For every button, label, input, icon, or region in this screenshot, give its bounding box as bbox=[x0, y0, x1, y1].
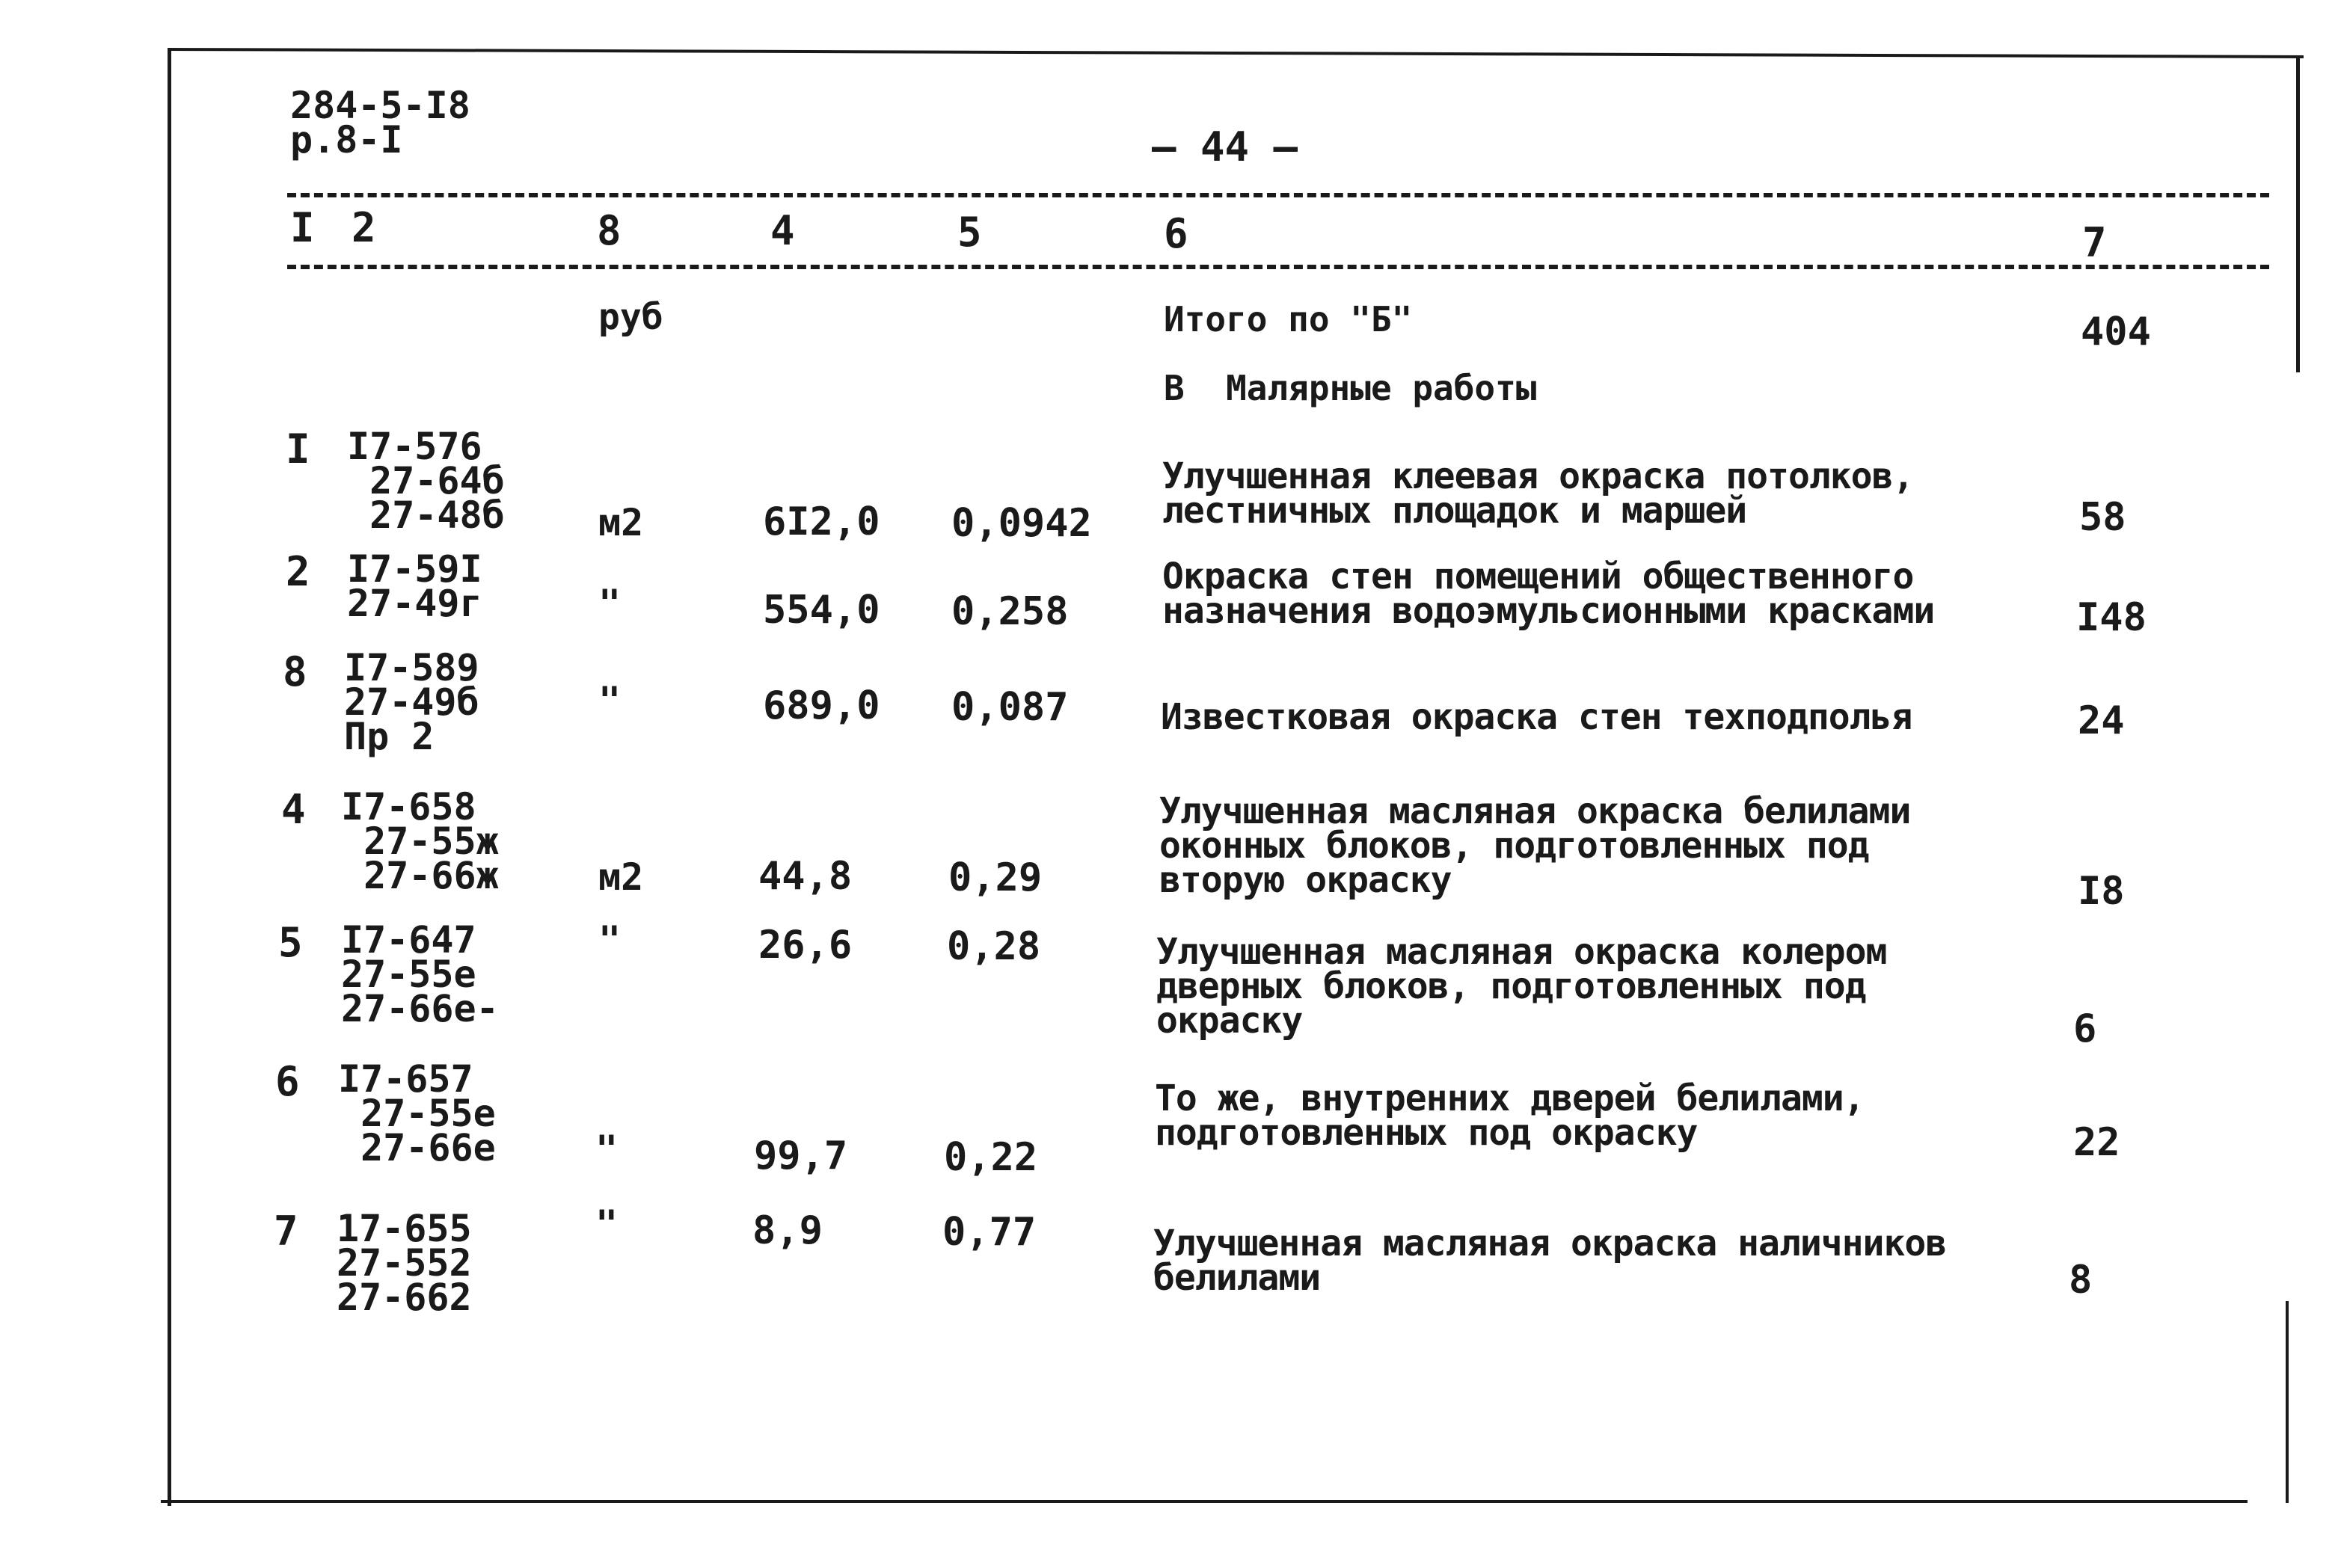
row-4-number: 4 bbox=[281, 786, 306, 833]
row-5-total: 6 bbox=[2073, 1006, 2097, 1051]
row-5-description: Улучшенная масляная окраска колером дверных блоков, подготовленных под окраску bbox=[1156, 931, 1887, 1042]
row-6-description: То же, внутренних дверей белилами, подготовленных под окраску bbox=[1155, 1077, 1865, 1154]
row-6-quantity: 99,7 bbox=[754, 1134, 848, 1178]
row-5-quantity: 26,6 bbox=[758, 923, 853, 968]
row-4-quantity: 44,8 bbox=[758, 854, 853, 899]
row-4-unit: м2 bbox=[598, 855, 644, 899]
col-header-5: 5 bbox=[957, 209, 982, 256]
row-3-total: 24 bbox=[2078, 698, 2125, 743]
row-7-unit: " bbox=[595, 1202, 619, 1246]
row-7-quantity: 8,9 bbox=[752, 1208, 823, 1253]
row-2-unit: " bbox=[598, 582, 622, 625]
row-4-total: I8 bbox=[2078, 869, 2125, 914]
row-1-unit: м2 bbox=[598, 501, 644, 544]
row-4-codes: I7-658 27-55ж 27-66ж bbox=[341, 785, 499, 897]
row-2-norm: 0,258 bbox=[951, 589, 1069, 634]
row-1-total: 58 bbox=[2079, 495, 2126, 540]
row-5-norm: 0,28 bbox=[947, 924, 1041, 969]
row-7-total: 8 bbox=[2069, 1258, 2093, 1303]
row-7-codes: 17-655 27-552 27-662 bbox=[337, 1207, 472, 1319]
row-7-norm: 0,77 bbox=[942, 1210, 1037, 1255]
row-2-description: Окраска стен помещений общественного назначения водоэмульсионными красками bbox=[1162, 556, 1935, 632]
row-3-description: Известковая окраска стен техподполья bbox=[1161, 696, 1912, 738]
row-3-number: 8 bbox=[283, 648, 307, 695]
subtotal-label: Итого по "Б" bbox=[1164, 299, 1413, 339]
col-header-2: 2 bbox=[352, 204, 376, 251]
row-6-unit: " bbox=[595, 1128, 619, 1171]
row-3-norm: 0,087 bbox=[951, 685, 1069, 730]
page-number: — 44 — bbox=[1152, 123, 1298, 170]
row-1-codes: I7-576 27-64б 27-48б bbox=[347, 425, 505, 537]
row-6-codes: I7-657 27-55е 27-66е bbox=[338, 1057, 496, 1169]
row-5-number: 5 bbox=[278, 919, 303, 966]
row-3-unit: " bbox=[598, 679, 622, 722]
section-title: В Малярные работы bbox=[1164, 368, 1537, 408]
unit-header: руб bbox=[598, 296, 663, 338]
row-6-total: 22 bbox=[2073, 1120, 2120, 1165]
row-2-quantity: 554,0 bbox=[763, 588, 880, 633]
row-2-codes: I7-59I 27-49г bbox=[347, 547, 482, 625]
col-header-4: 4 bbox=[770, 207, 795, 254]
frame-left-border bbox=[168, 48, 171, 1506]
row-2-total: I48 bbox=[2076, 595, 2147, 640]
row-6-norm: 0,22 bbox=[944, 1135, 1038, 1180]
col-header-6: 6 bbox=[1164, 210, 1188, 257]
frame-top-border bbox=[168, 48, 2304, 58]
col-header-3: 8 bbox=[597, 207, 622, 254]
document-code: 284-5-I8 р.8-I bbox=[290, 84, 470, 162]
row-4-description: Улучшенная масляная окраска белилами оконных блоков, подготовленных под вторую окраску bbox=[1159, 790, 1911, 901]
row-1-number: I bbox=[286, 425, 310, 473]
row-4-norm: 0,29 bbox=[948, 855, 1043, 900]
subtotal-value: 404 bbox=[2081, 310, 2151, 354]
row-1-norm: 0,0942 bbox=[951, 501, 1092, 546]
row-5-codes: I7-647 27-55е 27-66е- bbox=[341, 918, 499, 1030]
frame-right-border bbox=[2296, 58, 2300, 372]
header-rule-bottom bbox=[287, 265, 2269, 269]
col-header-1: I bbox=[290, 204, 315, 251]
row-6-number: 6 bbox=[275, 1058, 300, 1105]
row-2-number: 2 bbox=[286, 548, 310, 595]
row-7-number: 7 bbox=[274, 1208, 298, 1255]
row-7-description: Улучшенная масляная окраска наличников белилами bbox=[1153, 1223, 1947, 1299]
header-rule-top bbox=[287, 193, 2269, 197]
row-1-quantity: 6I2,0 bbox=[763, 499, 880, 544]
row-3-codes: I7-589 27-49б Пр 2 bbox=[344, 646, 479, 758]
frame-right-border-lower bbox=[2286, 1301, 2289, 1503]
col-header-7: 7 bbox=[2082, 219, 2107, 266]
row-1-description: Улучшенная клеевая окраска потолков, лестничных площадок и маршей bbox=[1162, 455, 1914, 532]
frame-bottom-border bbox=[161, 1500, 2248, 1503]
row-5-unit: " bbox=[598, 918, 622, 962]
row-3-quantity: 689,0 bbox=[763, 683, 880, 728]
